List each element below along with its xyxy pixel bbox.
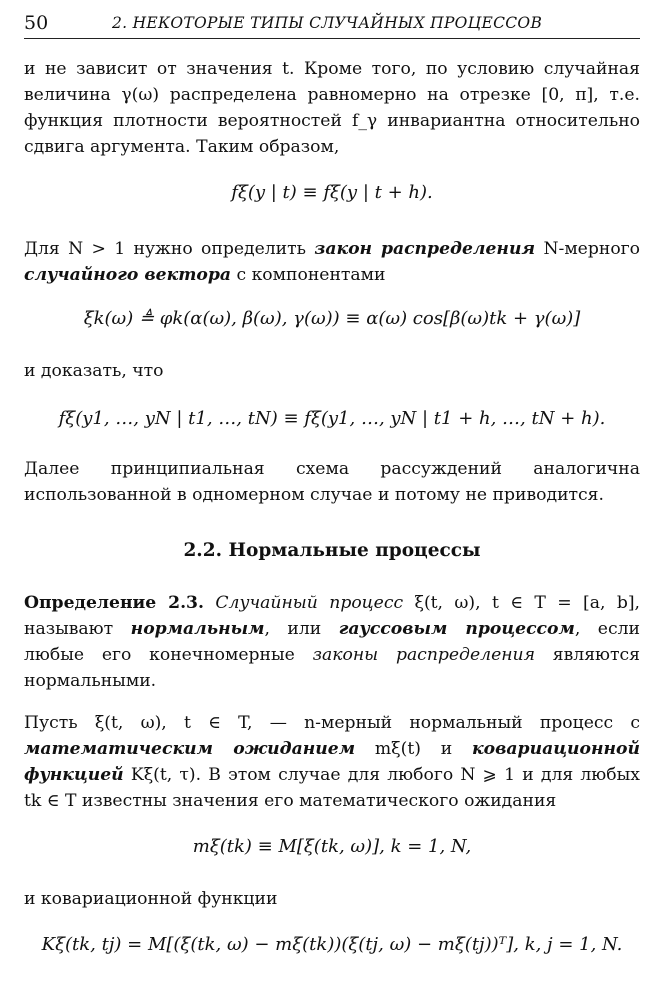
term-distribution-law: закон распределения	[314, 239, 536, 259]
section-title: 2.2. Нормальные процессы	[183, 540, 481, 561]
running-header	[24, 10, 640, 39]
equation-3: fξ(y1, …, yN | t1, …, tN) ≡ fξ(y1, …, yN | t1 + h, …, tN + h).	[58, 408, 606, 429]
equation-1: fξ(y | t) ≡ fξ(y | t + h).	[231, 182, 433, 203]
running-title: 2. НЕКОТОРЫЕ ТИПЫ СЛУЧАЙНЫХ ПРОЦЕССОВ	[112, 14, 543, 32]
paragraph-1: и не зависит от значения t. Кроме того, по условию случайная величина γ(ω) распределена равномерно на отрезке [0, π], т.е. функция плотности вероятностей f_γ инвариантна относительно сдвига аргумента. Таким образом,	[24, 59, 640, 157]
paragraph-6: и ковариационной функции	[24, 889, 278, 909]
equation-2: ξk(ω) ≜ φk(α(ω), β(ω), γ(ω)) ≡ α(ω) cos[β(ω)tk + γ(ω)]	[83, 308, 581, 329]
definition-label: Определение 2.3.	[24, 593, 205, 613]
term-normal: нормальным	[130, 619, 265, 639]
page-number: 50	[24, 12, 49, 34]
term-gaussian-process: гауссовым процессом	[338, 619, 575, 639]
paragraph-2: Для N > 1 нужно определить закон распределения N-мерного случайного вектора с компонентами	[24, 239, 641, 285]
equation-5: Kξ(tk, tj) = M[(ξ(tk, ω) − mξ(tk))(ξ(tj, ω) − mξ(tj))ᵀ], k, j = 1, N.	[41, 934, 623, 955]
term-covariance-function: ковариационной функцией	[24, 739, 640, 785]
paragraph-3: и доказать, что	[24, 361, 164, 381]
paragraph-4: Далее принципиальная схема рассуждений аналогична использованной в одномерном случае и потому не приводится.	[24, 459, 640, 505]
equation-4: mξ(tk) ≡ M[ξ(tk, ω)], k = 1, N,	[192, 836, 472, 857]
term-expectation: математическим ожиданием	[24, 739, 356, 759]
term-random-vector: случайного вектора	[24, 265, 232, 285]
definition-2-3: Определение 2.3. Случайный процесс ξ(t, ω), t ∈ T = [a, b], называют нормальным, или гауссовым процессом, если любые его конечномерные законы распределения являются нормальными.	[24, 593, 640, 691]
paragraph-5: Пусть ξ(t, ω), t ∈ T, — n-мерный нормальный процесс с математическим ожиданием mξ(t) и ковариационной функцией Kξ(t, τ). В этом случае для любого N ⩾ 1 и для любых tk ∈ T известны значения его математического ожидания	[24, 713, 640, 811]
